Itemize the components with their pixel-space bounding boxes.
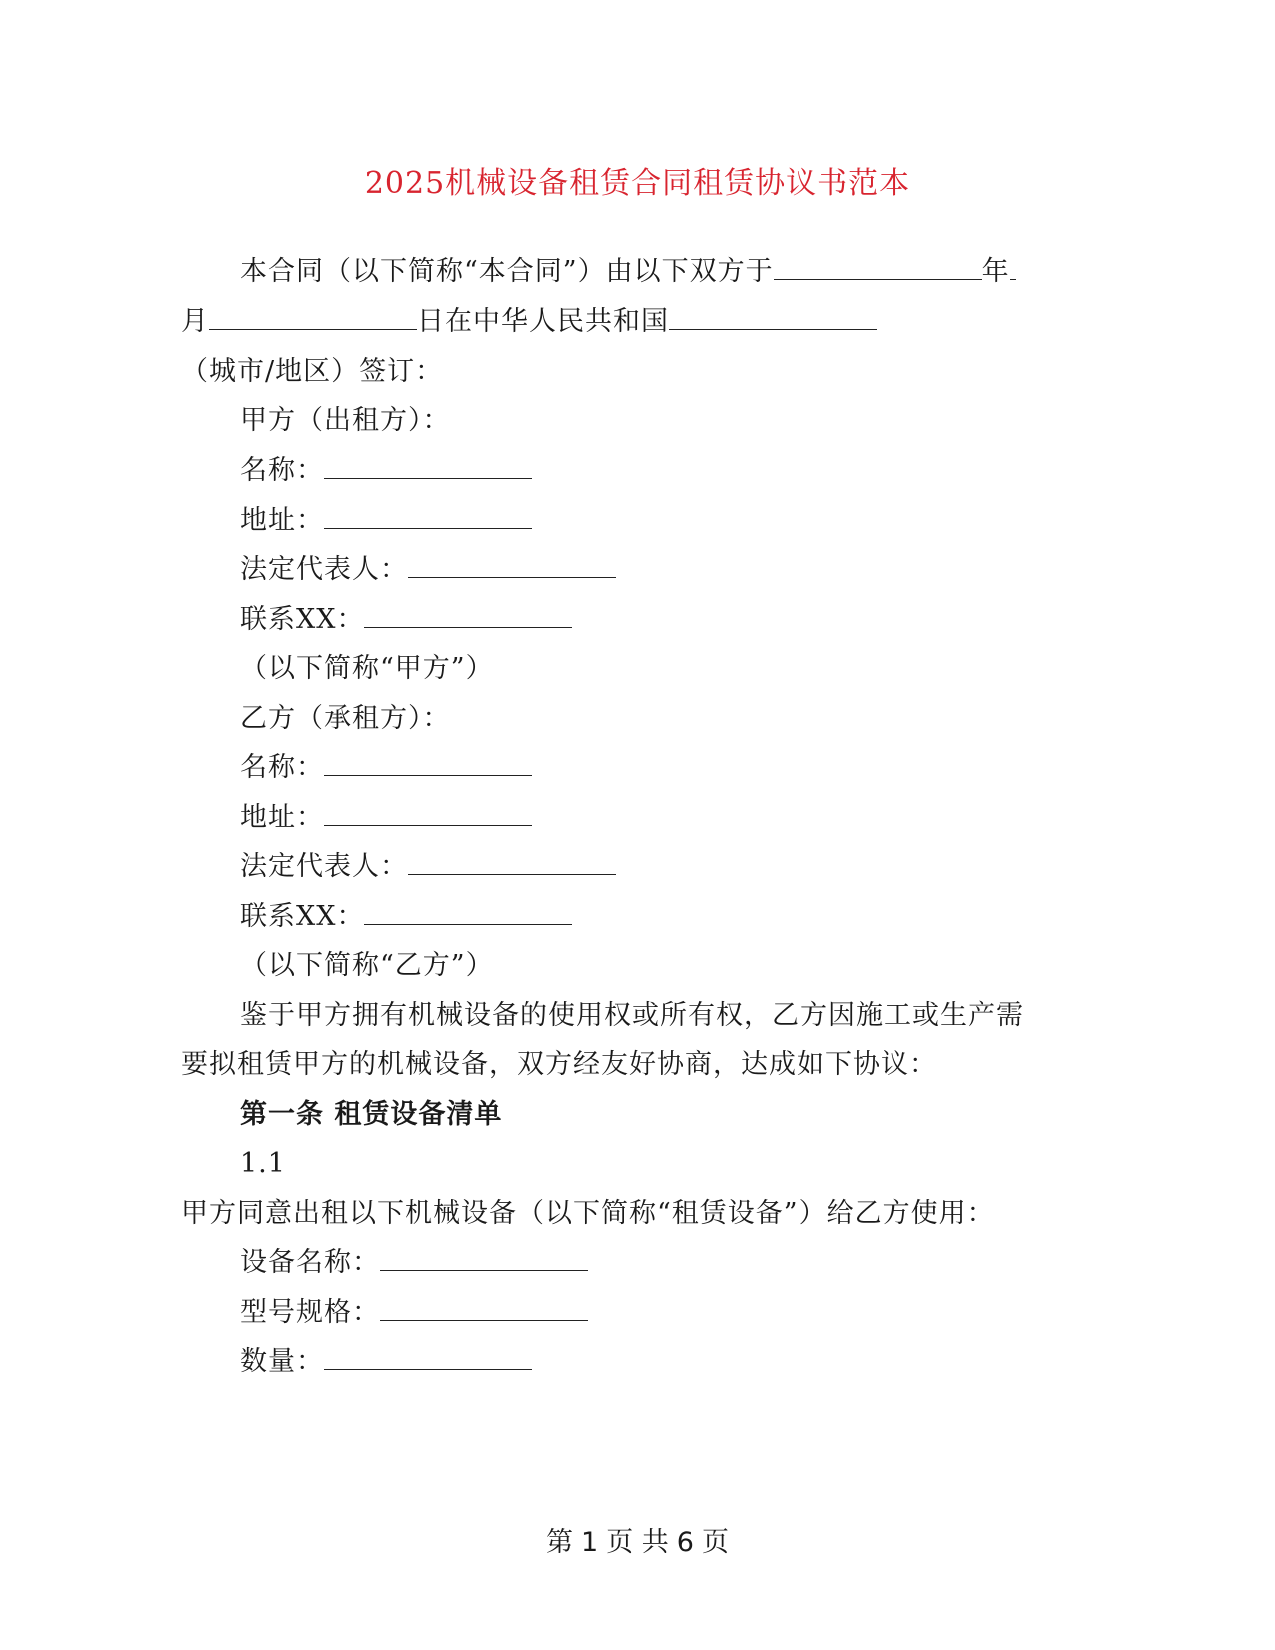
party-b-contact-row bbox=[240, 900, 572, 934]
party-b-heading: 乙方（承租方）： bbox=[240, 703, 451, 734]
party-a-rep-row bbox=[240, 553, 616, 587]
intro-text-1: 本合同（以下简称“本合同”）由以下双方于 bbox=[240, 256, 774, 287]
party-b-rep-label: 法定代表人： bbox=[240, 851, 408, 882]
footer-suffix: 页 bbox=[701, 1527, 729, 1558]
total-pages: 6 bbox=[676, 1527, 694, 1558]
intro-line-1 bbox=[240, 255, 1016, 289]
model-blank bbox=[380, 1296, 588, 1321]
equipment-name-blank bbox=[380, 1246, 588, 1271]
party-b-alias: （以下简称“乙方”） bbox=[240, 950, 494, 981]
equipment-name-label: 设备名称： bbox=[240, 1247, 380, 1278]
footer-prefix: 第 bbox=[546, 1527, 574, 1558]
intro-line-2 bbox=[181, 305, 877, 339]
party-b-contact-blank bbox=[364, 900, 572, 925]
party-a-contact-label: 联系XX： bbox=[240, 604, 365, 635]
party-a-address-row bbox=[240, 504, 532, 538]
party-a-rep-blank bbox=[408, 553, 616, 578]
date-year-blank bbox=[774, 255, 982, 280]
party-b-address-row bbox=[240, 801, 532, 835]
quantity-label: 数量： bbox=[240, 1346, 324, 1377]
year-tail-blank bbox=[1010, 255, 1016, 280]
article-1-heading: 第一条 租赁设备清单 bbox=[240, 1099, 503, 1130]
footer-middle: 页 共 bbox=[606, 1527, 669, 1558]
intro-text-2: 日在中华人民共和国 bbox=[417, 306, 669, 337]
party-b-name-label: 名称： bbox=[240, 752, 324, 783]
party-a-name-row bbox=[240, 454, 532, 488]
model-row bbox=[240, 1296, 588, 1330]
party-a-address-blank bbox=[324, 504, 532, 529]
party-a-address-label: 地址： bbox=[240, 505, 324, 536]
date-day-blank bbox=[209, 305, 417, 330]
city-blank bbox=[669, 305, 877, 330]
party-b-rep-row bbox=[240, 850, 616, 884]
quantity-blank bbox=[324, 1345, 532, 1370]
recital-line-1: 鉴于甲方拥有机械设备的使用权或所有权，乙方因施工或生产需 bbox=[240, 1000, 1024, 1031]
model-label: 型号规格： bbox=[240, 1297, 380, 1328]
party-a-contact-blank bbox=[364, 603, 572, 628]
document-title: 2025机械设备租赁合同租赁协议书范本 bbox=[364, 166, 911, 201]
quantity-row bbox=[240, 1345, 532, 1379]
party-a-name-blank bbox=[324, 454, 532, 479]
page-number: 1 bbox=[581, 1527, 599, 1558]
recital-line-2: 要拟租赁甲方的机械设备，双方经友好协商，达成如下协议： bbox=[181, 1049, 937, 1080]
clause-number: 1.1 bbox=[240, 1148, 286, 1179]
intro-line-3: （城市/地区）签订： bbox=[181, 356, 444, 387]
year-label: 年 bbox=[981, 256, 1010, 287]
party-b-rep-blank bbox=[408, 850, 616, 875]
party-a-alias: （以下简称“甲方”） bbox=[240, 653, 494, 684]
month-label: 月 bbox=[181, 306, 209, 337]
party-b-contact-label: 联系XX： bbox=[240, 901, 365, 932]
party-a-name-label: 名称： bbox=[240, 455, 324, 486]
party-b-name-row bbox=[240, 751, 532, 785]
party-b-name-blank bbox=[324, 751, 532, 776]
party-a-contact-row bbox=[240, 603, 572, 637]
clause-text: 甲方同意出租以下机械设备（以下简称“租赁设备”）给乙方使用： bbox=[181, 1198, 995, 1229]
party-a-heading: 甲方（出租方）： bbox=[240, 405, 451, 436]
party-b-address-blank bbox=[324, 801, 532, 826]
party-a-rep-label: 法定代表人： bbox=[240, 554, 408, 585]
equipment-name-row bbox=[240, 1246, 588, 1280]
party-b-address-label: 地址： bbox=[240, 802, 324, 833]
page-footer bbox=[0, 1520, 1275, 1559]
